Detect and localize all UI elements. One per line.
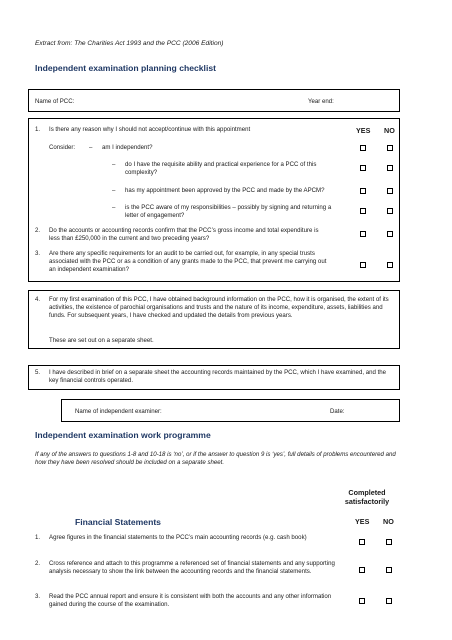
q4-note: These are set out on a separate sheet. [49, 337, 154, 344]
fs2-number: 2. [35, 560, 41, 567]
q2-text: Do the accounts or accounting records confirm that the PCC’s gross income and total expenditure is less than £250,000 in the current and two preceding years? [49, 227, 319, 243]
fs-no-header: NO [383, 517, 394, 526]
pcc-box [28, 89, 400, 112]
q3-text: Are there any specific requirements for an audit to be carried out, for example, in any special trusts associated with the PCC or as a condition of any grants made to the PCC, that prevent me carrying out an independent examination? [49, 250, 327, 274]
questions-1-3-box [28, 118, 400, 282]
fs2-yes-checkbox[interactable] [359, 567, 365, 573]
q1a-no-checkbox[interactable] [387, 145, 393, 151]
examiner-name-label: Name of independent examiner: [75, 408, 162, 415]
q1b-yes-checkbox[interactable] [360, 165, 366, 171]
q1-sub-3: has my appointment been approved by the PCC and made by the APCM? [125, 187, 325, 194]
fs3-no-checkbox[interactable] [386, 598, 392, 604]
completed-line-1: Completed [348, 488, 386, 497]
q1-sub-1: am I independent? [102, 144, 153, 151]
year-end-label: Year end: [308, 98, 334, 105]
q1-sub-4: is the PCC aware of my responsibilities – possibly by signing and returning a letter of engagement? [125, 204, 332, 220]
intro-text: If any of the answers to questions 1-8 and 10-18 is ‘no’, or if the answer to question 9 is ‘yes’, full details of problems encountered and how they have been resolved should be included on a separate sheet. [35, 451, 396, 467]
question-5-box [28, 365, 400, 390]
q3-no-checkbox[interactable] [387, 262, 393, 268]
financial-statements-title: Financial Statements [75, 517, 161, 527]
q1b-no-checkbox[interactable] [387, 165, 393, 171]
fs1-number: 1. [35, 534, 41, 541]
q1d-no-checkbox[interactable] [387, 208, 393, 214]
consider-label: Consider: [49, 144, 76, 151]
checklist-title: Independent examination planning checklist [35, 63, 216, 73]
q2-no-checkbox[interactable] [387, 231, 393, 237]
fs1-yes-checkbox[interactable] [359, 539, 365, 545]
q1-text: Is there any reason why I should not accept/continue with this appointment [49, 126, 251, 133]
fs2-no-checkbox[interactable] [386, 567, 392, 573]
q1d-yes-checkbox[interactable] [360, 208, 366, 214]
examiner-box [61, 399, 400, 422]
q3-yes-checkbox[interactable] [360, 262, 366, 268]
extract-note: Extract from: The Charities Act 1993 and the PCC (2006 Edition) [35, 40, 224, 47]
completed-header [337, 488, 397, 506]
q1-number: 1. [35, 126, 41, 133]
work-programme-title: Independent examination work programme [35, 430, 211, 440]
completed-line-2: satisfactorily [344, 497, 390, 506]
fs3-text: Read the PCC annual report and ensure it is consistent with both the accounts and any other information gained during the course of the examination. [49, 593, 332, 609]
no-header: NO [384, 126, 395, 135]
q2-yes-checkbox[interactable] [360, 231, 366, 237]
q2-number: 2. [35, 227, 41, 234]
dash: – [112, 187, 116, 194]
date-label: Date: [330, 408, 345, 415]
q1-sub-2: do I have the requisite ability and practical experience for a PCC of this complexity? [125, 161, 317, 177]
fs1-text: Agree figures in the financial statements to the PCC’s main accounting records (e.g. cash book) [49, 534, 307, 541]
fs2-text: Cross reference and attach to this programme a referenced set of financial statements and any supporting analysis necessary to show the link between the accounting records and the financial statements. [49, 560, 335, 576]
q5-text: I have described in brief on a separate sheet the accounting records maintained by the PCC, which I have examined, and the key financial controls operated. [49, 369, 387, 385]
fs3-yes-checkbox[interactable] [359, 598, 365, 604]
q4-text: For my first examination of this PCC, I have obtained background information on the PCC, how it is organised, the extent of its activities, the existence of parochial organisations and trusts and the nature of its income, expenditure, assets, liabilities and funds. For subsequent years, I have checked and updated the details from previous years. [49, 296, 389, 320]
q1a-yes-checkbox[interactable] [360, 145, 366, 151]
q1c-yes-checkbox[interactable] [360, 188, 366, 194]
yes-header: YES [356, 126, 371, 135]
fs-yes-header: YES [355, 517, 370, 526]
dash: – [89, 144, 93, 151]
dash: – [112, 204, 116, 211]
q3-number: 3. [35, 250, 41, 257]
q5-number: 5. [35, 369, 41, 376]
pcc-name-label: Name of PCC: [35, 98, 75, 105]
fs1-no-checkbox[interactable] [386, 539, 392, 545]
fs3-number: 3. [35, 593, 41, 600]
dash: – [112, 161, 116, 168]
q4-number: 4. [35, 296, 41, 303]
question-4-box [28, 290, 400, 349]
q1c-no-checkbox[interactable] [387, 188, 393, 194]
